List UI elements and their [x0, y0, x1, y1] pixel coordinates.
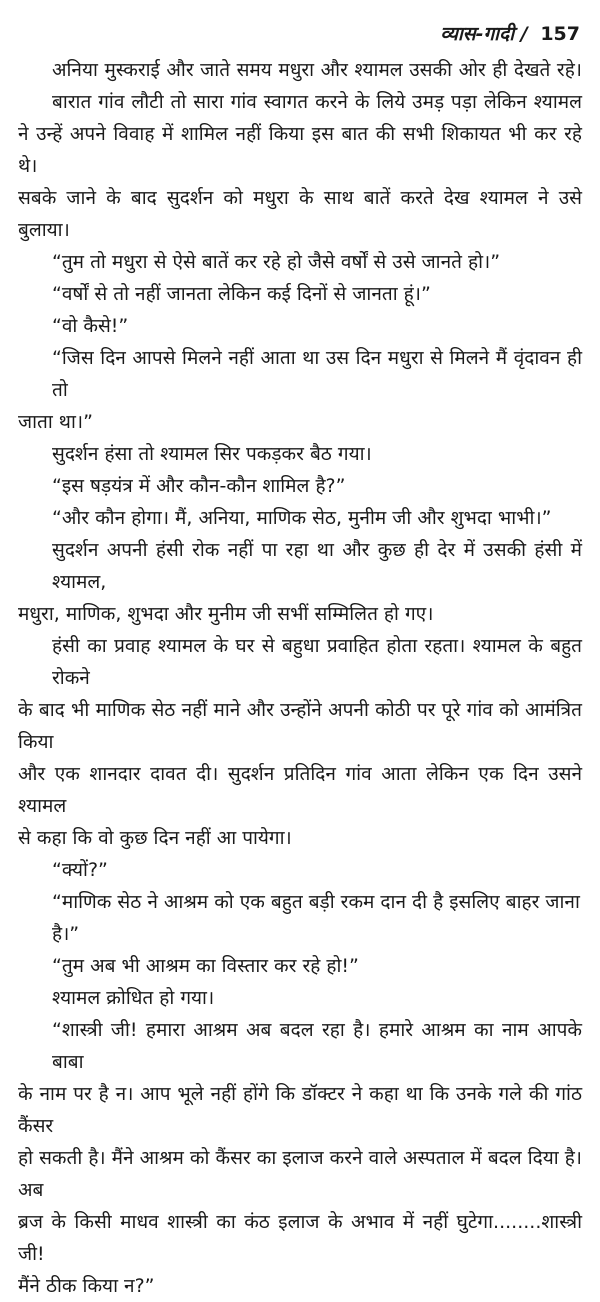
- text-line: अनिया मुस्कराई और जाते समय मधुरा और श्यामल उसकी ओर ही देखते रहे।: [52, 59, 582, 81]
- text-line: मधुरा, माणिक, शुभदा और मुनीम जी सभीं सम्मिलित हो गए।: [18, 603, 434, 625]
- page-body: [0, 48, 600, 1302]
- book-title: व्यास-गादी: [440, 23, 515, 45]
- text-line: के बाद भी माणिक सेठ नहीं माने और उन्होंने अपनी कोठी पर पूरे गांव को आमंत्रित किया: [18, 699, 582, 753]
- text-line: “वर्षों से तो नहीं जानता लेकिन कई दिनों से जानता हूं।”: [52, 283, 431, 305]
- running-header: [0, 0, 600, 48]
- text-line: “शास्त्री जी! हमारा आश्रम अब बदल रहा है। हमारे आश्रम का नाम आपके बाबा: [52, 1019, 582, 1073]
- text-line: ने उन्हें अपने विवाह में शामिल नहीं किया इस बात की सभी शिकायत भी कर रहे थे।: [18, 123, 582, 177]
- text-line: और एक शानदार दावत दी। सुदर्शन प्रतिदिन गांव आता लेकिन एक दिन उसने श्यामल: [18, 763, 582, 817]
- text-line: “क्यों?”: [52, 859, 108, 881]
- text-line: सुदर्शन अपनी हंसी रोक नहीं पा रहा था और कुछ ही देर में उसकी हंसी में श्यामल,: [52, 539, 582, 593]
- text-line: “इस षड़यंत्र में और कौन-कौन शामिल है?”: [52, 475, 346, 497]
- text-line: “वो कैसे!”: [52, 315, 129, 337]
- text-line: से कहा कि वो कुछ दिन नहीं आ पायेगा।: [18, 827, 292, 849]
- text-line: के नाम पर है न। आप भूले नहीं होंगे कि डॉक्टर ने कहा था कि उनके गले की गांठ कैंसर: [18, 1083, 582, 1137]
- page-number: 157: [540, 23, 580, 45]
- text-line: सबके जाने के बाद सुदर्शन को मधुरा के साथ बातें करते देख श्यामल ने उसे बुलाया।: [18, 187, 582, 241]
- text-line: ब्रज के किसी माधव शास्त्री का कंठ इलाज के अभाव में नहीं घुटेगा........शास्त्री जी!: [18, 1211, 582, 1265]
- text-line: “माणिक सेठ ने आश्रम को एक बहुत बड़ी रकम दान दी है इसलिए बाहर जाना है।”: [52, 891, 580, 945]
- text-line: श्यामल क्रोधित हो गया।: [52, 987, 215, 1009]
- text-line: हंसी का प्रवाह श्यामल के घर से बहुधा प्रवाहित होता रहता। श्यामल के बहुत रोकने: [52, 635, 582, 689]
- text-line: जाता था।”: [18, 411, 93, 433]
- text-line: “तुम अब भी आश्रम का विस्तार कर रहे हो!”: [52, 955, 359, 977]
- text-line: “जिस दिन आपसे मिलने नहीं आता था उस दिन मधुरा से मिलने मैं वृंदावन ही तो: [52, 347, 582, 401]
- text-line: “और कौन होगा। मैं, अनिया, माणिक सेठ, मुनीम जी और शुभदा भाभी।”: [52, 507, 552, 529]
- text-line: मैंने ठीक किया न?”: [18, 1275, 155, 1297]
- text-line: सुदर्शन हंसा तो श्यामल सिर पकड़कर बैठ गया।: [52, 443, 372, 465]
- text-line: “तुम तो मधुरा से ऐसे बातें कर रहे हो जैसे वर्षों से उसे जानते हो।”: [52, 251, 501, 273]
- text-line: हो सकती है। मैंने आश्रम को कैंसर का इलाज करने वाले अस्पताल में बदल दिया है। अब: [18, 1147, 582, 1201]
- header-separator: /: [520, 23, 528, 45]
- text-line: बारात गांव लौटी तो सारा गांव स्वागत करने के लिये उमड़ पड़ा लेकिन श्यामल: [52, 91, 582, 113]
